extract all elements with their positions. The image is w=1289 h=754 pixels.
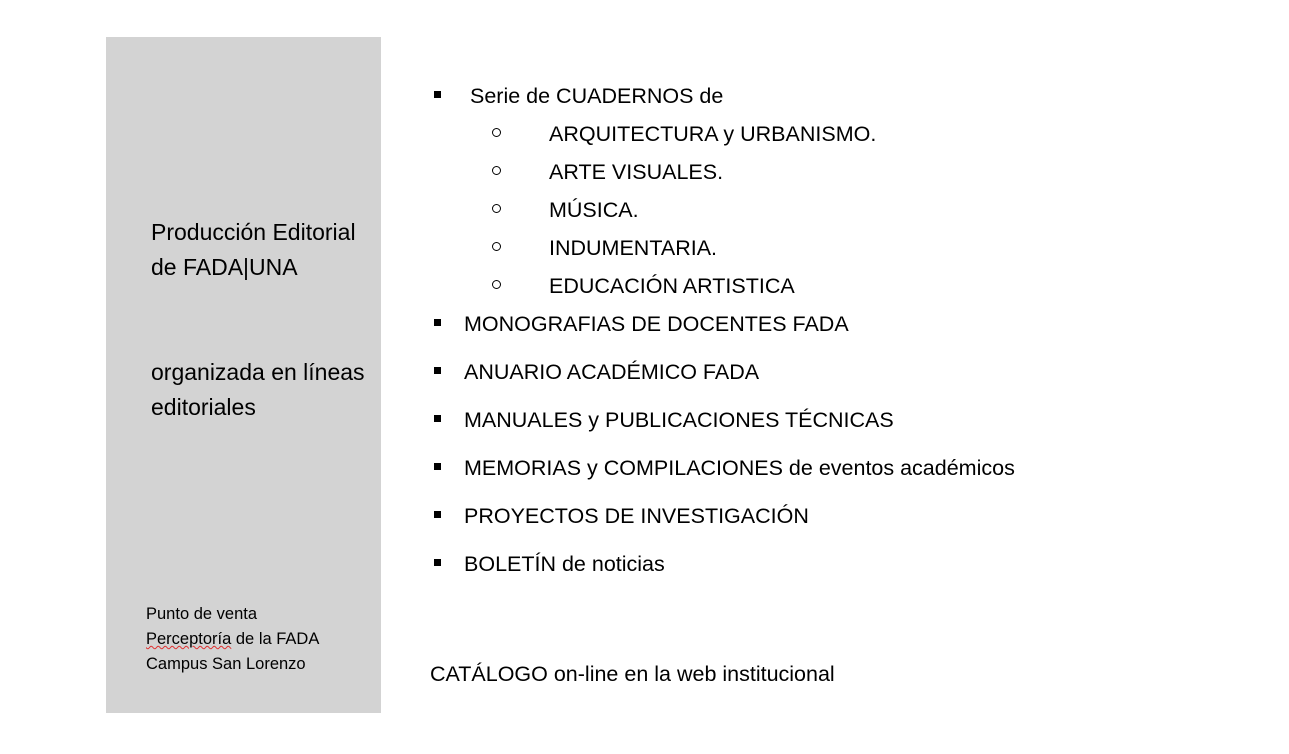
list-item — [464, 234, 1230, 262]
circle-bullet-icon — [492, 242, 501, 251]
content-body — [430, 82, 1230, 598]
square-bullet-icon — [434, 91, 441, 98]
list-item — [430, 406, 1230, 434]
list-item — [430, 502, 1230, 530]
list-item-label: INDUMENTARIA. — [549, 236, 718, 260]
square-bullet-icon — [434, 463, 441, 470]
square-bullet-icon — [434, 319, 441, 326]
list-item-label: ARQUITECTURA y URBANISMO. — [549, 122, 877, 146]
list-item-label: MANUALES y PUBLICACIONES TÉCNICAS — [464, 408, 894, 432]
square-bullet-icon — [434, 511, 441, 518]
list-item — [464, 196, 1230, 224]
side-panel — [106, 37, 381, 713]
cuadernos-sublist — [464, 120, 1230, 300]
editorial-lines-list — [430, 82, 1230, 578]
list-item — [430, 454, 1230, 482]
list-item-label: ANUARIO ACADÉMICO FADA — [464, 360, 760, 384]
list-item — [430, 358, 1230, 386]
list-item-label: EDUCACIÓN ARTISTICA — [549, 274, 795, 298]
list-item-label: MONOGRAFIAS DE DOCENTES FADA — [464, 312, 849, 336]
square-bullet-icon — [434, 559, 441, 566]
list-item-label: BOLETÍN de noticias — [464, 552, 665, 576]
list-item-label: MÚSICA. — [549, 198, 639, 222]
list-item — [430, 82, 1230, 300]
list-item — [430, 550, 1230, 578]
circle-bullet-icon — [492, 204, 501, 213]
catalog-note: CATÁLOGO on-line en la web institucional — [430, 662, 835, 686]
circle-bullet-icon — [492, 166, 501, 175]
footer-line-punto-de-venta: Punto de venta — [146, 605, 258, 623]
footer-line-campus: Campus San Lorenzo — [146, 655, 306, 673]
side-panel-footer — [146, 602, 381, 677]
side-panel-title: Producción Editorial de FADA|UNA — [151, 219, 356, 280]
list-item-label: ARTE VISUALES. — [549, 160, 724, 184]
list-item-label: PROYECTOS DE INVESTIGACIÓN — [464, 504, 809, 528]
list-item-label: Serie de CUADERNOS de — [470, 84, 724, 108]
side-panel-subtitle: organizada en líneas editoriales — [151, 359, 365, 420]
circle-bullet-icon — [492, 128, 501, 137]
footer-line-perceptoria-rest: de la FADA — [231, 630, 320, 648]
misspelled-word: Perceptoría — [146, 630, 232, 648]
list-item-label: MEMORIAS y COMPILACIONES de eventos académicos — [464, 456, 1015, 480]
circle-bullet-icon — [492, 280, 501, 289]
list-item — [464, 120, 1230, 148]
footer-line-perceptoria — [146, 627, 381, 652]
list-item — [464, 158, 1230, 186]
square-bullet-icon — [434, 367, 441, 374]
square-bullet-icon — [434, 415, 441, 422]
list-item — [464, 272, 1230, 300]
list-item — [430, 310, 1230, 338]
